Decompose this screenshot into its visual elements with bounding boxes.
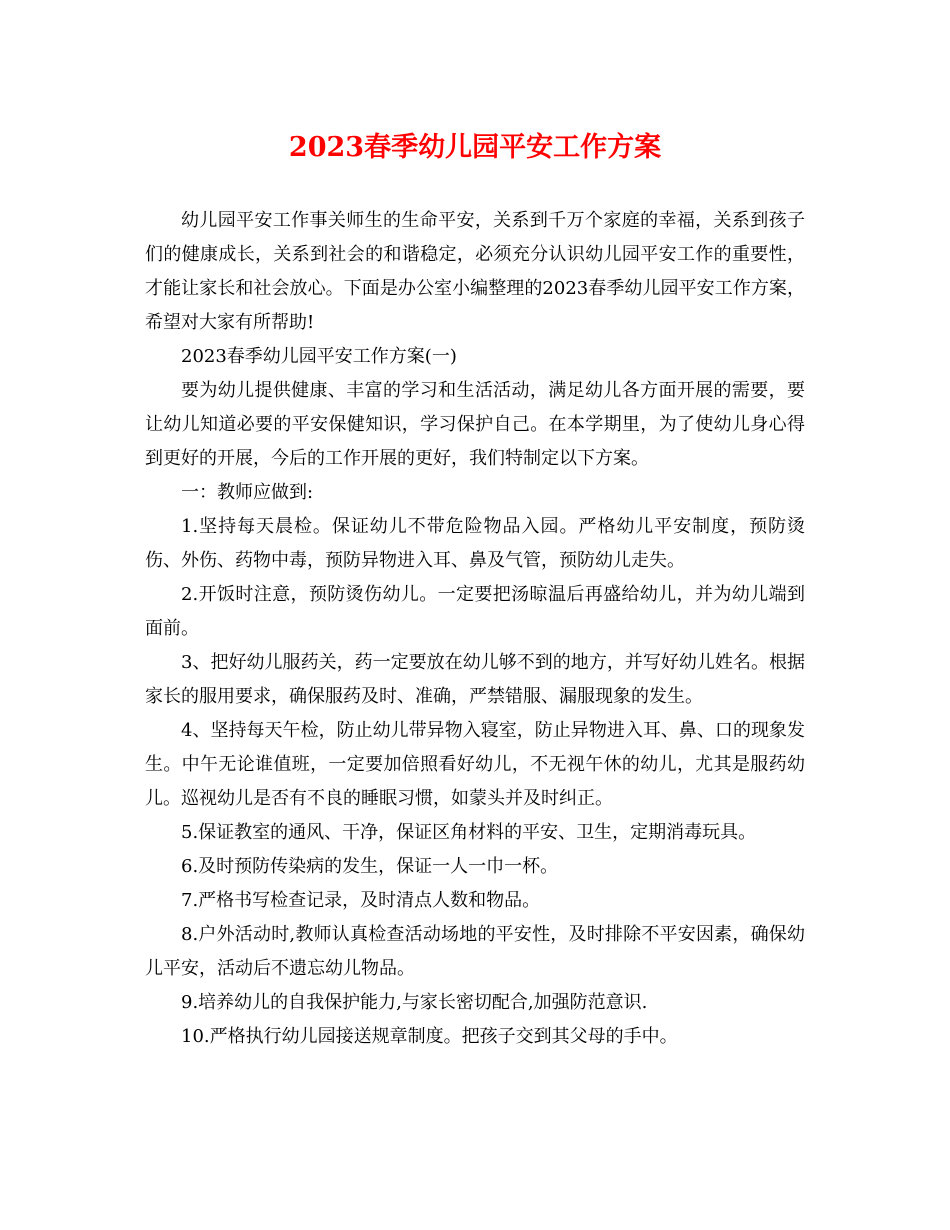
list-item: 2.开饭时注意，预防烫伤幼儿。一定要把汤晾温后再盛给幼儿，并为幼儿端到面前。 bbox=[145, 584, 805, 639]
list-item: 3、把好幼儿服药关，药一定要放在幼儿够不到的地方，并写好幼儿姓名。根据家长的服用要求，确保服药及时、准确，严禁错服、漏服现象的发生。 bbox=[145, 652, 805, 707]
paragraph-intro: 幼儿园平安工作事关师生的生命平安，关系到千万个家庭的幸福，关系到孩子们的健康成长，关系到社会的和谐稳定，必须充分认识幼儿园平安工作的重要性，才能让家长和社会放心。下面是办公室小编整理的2023春季幼儿园平安工作方案，希望对大家有所帮助! bbox=[145, 210, 805, 333]
section-heading: 2023春季幼儿园平安工作方案(一) bbox=[181, 346, 457, 367]
list-item: 7.严格书写检查记录，及时清点人数和物品。 bbox=[181, 890, 541, 911]
list-item: 4、坚持每天午检，防止幼儿带异物入寝室，防止异物进入耳、鼻、口的现象发生。中午无论谁值班，一定要加倍照看好幼儿，不无视午休的幼儿，尤其是服药幼儿。巡视幼儿是否有不良的睡眠习惯，如蒙头并及时纠正。 bbox=[145, 720, 805, 809]
list-item: 5.保证教室的通风、干净，保证区角材料的平安、卫生，定期消毒玩具。 bbox=[181, 822, 757, 843]
document-title: 2023春季幼儿园平安工作方案 bbox=[288, 132, 662, 163]
list-item: 6.及时预防传染病的发生，保证一人一巾一杯。 bbox=[181, 856, 559, 877]
paragraph-overview: 要为幼儿提供健康、丰富的学习和生活活动，满足幼儿各方面开展的需要，要让幼儿知道必要的平安保健知识，学习保护自己。在本学期里，为了使幼儿身心得到更好的开展，今后的工作开展的更好，我们特制定以下方案。 bbox=[145, 380, 805, 469]
subsection-heading: 一：教师应做到: bbox=[181, 482, 314, 503]
list-item: 9.培养幼儿的自我保护能力,与家长密切配合,加强防范意识. bbox=[181, 992, 648, 1013]
list-item: 10.严格执行幼儿园接送规章制度。把孩子交到其父母的手中。 bbox=[181, 1026, 678, 1047]
list-item: 1.坚持每天晨检。保证幼儿不带危险物品入园。严格幼儿平安制度，预防烫伤、外伤、药物中毒，预防异物进入耳、鼻及气管，预防幼儿走失。 bbox=[145, 516, 805, 571]
list-item: 8.户外活动时,教师认真检查活动场地的平安性，及时排除不平安因素，确保幼儿平安，活动后不遗忘幼儿物品。 bbox=[145, 924, 805, 979]
document-body bbox=[145, 204, 805, 1054]
